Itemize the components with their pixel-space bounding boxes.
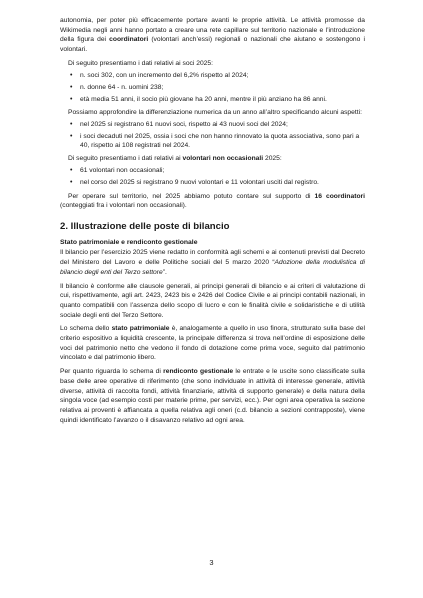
diff-list bbox=[60, 120, 365, 151]
page-content bbox=[60, 16, 365, 425]
subsection-title: Stato patrimoniale e rendiconto gestionale bbox=[60, 238, 198, 246]
list-item: • i soci decaduti nel 2025, ossia i soci che non hanno rinnovato la quota associativa, sono pari a 40, rispetto ai 108 registrati nel 2024. bbox=[80, 132, 365, 151]
text-run: le entrate e le uscite sono classificate sulla base delle aree operative di riferimento (che sono individuate in attività di interesse generale, attività diverse, attività di raccolta fondi, attività finanziarie, attività di supporto generale) e della natura della singola voce (ad esempio costi per materie prime, per servizi, ecc.). Per ogni area operativa la sezione relativa ai proventi è affiancata a quella relativa agli oneri (c.d. bilancio a sezioni contrapposte), viene quindi identificato l’avanzo o il disavanzo relativo ad ogni area. bbox=[60, 368, 366, 424]
list-item: • n. donne 64 - n. uomini 238; bbox=[80, 83, 365, 92]
text-run: Il bilancio per l’esercizio 2025 viene redatto in conformità agli schemi e ai contenuti previsti dal Decreto del Ministero del Lavoro e delle Politiche sociali del 5 marzo 2020 “ bbox=[60, 249, 365, 267]
page-number: 3 bbox=[209, 558, 214, 567]
bold-stato-patrimoniale: stato patrimoniale bbox=[111, 325, 170, 333]
text-run: Per quanto riguarda lo schema di bbox=[60, 368, 164, 376]
text-run: Di seguito presentiamo i dati relativi ai bbox=[68, 155, 183, 163]
bold-volontari: volontari non occasionali bbox=[182, 155, 264, 163]
bilancio-paragraph-1 bbox=[60, 248, 365, 277]
list-item: • n. soci 302, con un incremento del 6,2% rispetto al 2024; bbox=[80, 71, 365, 80]
soci-list bbox=[60, 71, 365, 104]
rendiconto-paragraph bbox=[60, 367, 365, 425]
volontari-list bbox=[60, 166, 365, 187]
text-run: Lo schema dello bbox=[60, 325, 112, 333]
section-title: 2. Illustrazione delle poste di bilancio bbox=[60, 220, 230, 232]
text-run: autonomia, per poter più efficacemente portare avanti le proprie attività. Le attività promosse da Wikimedia negli anni hanno portato a creare una rete capillare sul territorio nazionale e l’introduzione della figura dei bbox=[60, 17, 365, 44]
bilancio-paragraph-2: Il bilancio è conforme alle clausole generali, ai principi generali di bilancio e ai criteri di valutazione di cui, rispettivamente, agli art. 2423, 2423 bis e 2426 del Codice Civile e ai principi contabili nazionali, in quanto compatibili con l’assenza dello scopo di lucro e con le finalità civile e solidaristiche e di utilità sociale degli enti del Terzo Settore. bbox=[60, 282, 365, 319]
list-item: • età media 51 anni, il socio più giovane ha 20 anni, mentre il più anziano ha 86 anni. bbox=[80, 95, 365, 104]
bold-coordinatori: coordinatori bbox=[109, 36, 149, 44]
text-run: (volontari anch’essi) regionali o nazionali che aiutano e sostengono i volontari. bbox=[60, 36, 365, 54]
bold-rendiconto: rendiconto gestionale bbox=[163, 368, 234, 376]
text-run: è, analogamente a quello in uso finora, strutturato sulla base del criterio espositivo a liquidità crescente, la principale differenza si trova nell’ordine di esposizione delle voci del patrimonio netto che vedono il fondo di dotazione come prima voce, seguito dal patrimonio vincolato e dal patrimonio libero. bbox=[60, 325, 365, 362]
text-run: (conteggiati fra i volontari non occasionali). bbox=[60, 202, 187, 210]
stato-patrimoniale-paragraph bbox=[60, 324, 365, 363]
bold-16-coordinatori: 16 coordinatori bbox=[314, 192, 365, 200]
paragraph-autonomia bbox=[60, 16, 365, 55]
list-item: • nel 2025 si registrano 61 nuovi soci, rispetto ai 43 nuovi soci del 2024; bbox=[80, 120, 365, 129]
list-item: • 61 volontari non occasionali; bbox=[80, 166, 365, 175]
volontari-intro bbox=[60, 154, 365, 164]
text-run: Per operare sul territorio, nel 2025 abbiamo potuto contare sul supporto di bbox=[68, 192, 315, 200]
list-item: • nel corso del 2025 si registrano 9 nuovi volontari e 11 volontari usciti dal registro. bbox=[80, 178, 365, 187]
diff-intro: Possiamo approfondire la differenziazione numerica da un anno all’altro specificando alcuni aspetti: bbox=[68, 108, 362, 116]
text-run: ”. bbox=[162, 268, 167, 276]
text-run: 2025: bbox=[263, 155, 282, 163]
italic-adozione: Adozione della modulistica di bilancio degli enti del Terzo settore bbox=[60, 259, 365, 276]
coordinatori-paragraph bbox=[60, 192, 365, 211]
soci-intro: Di seguito presentiamo i dati relativi ai soci 2025: bbox=[68, 59, 213, 67]
